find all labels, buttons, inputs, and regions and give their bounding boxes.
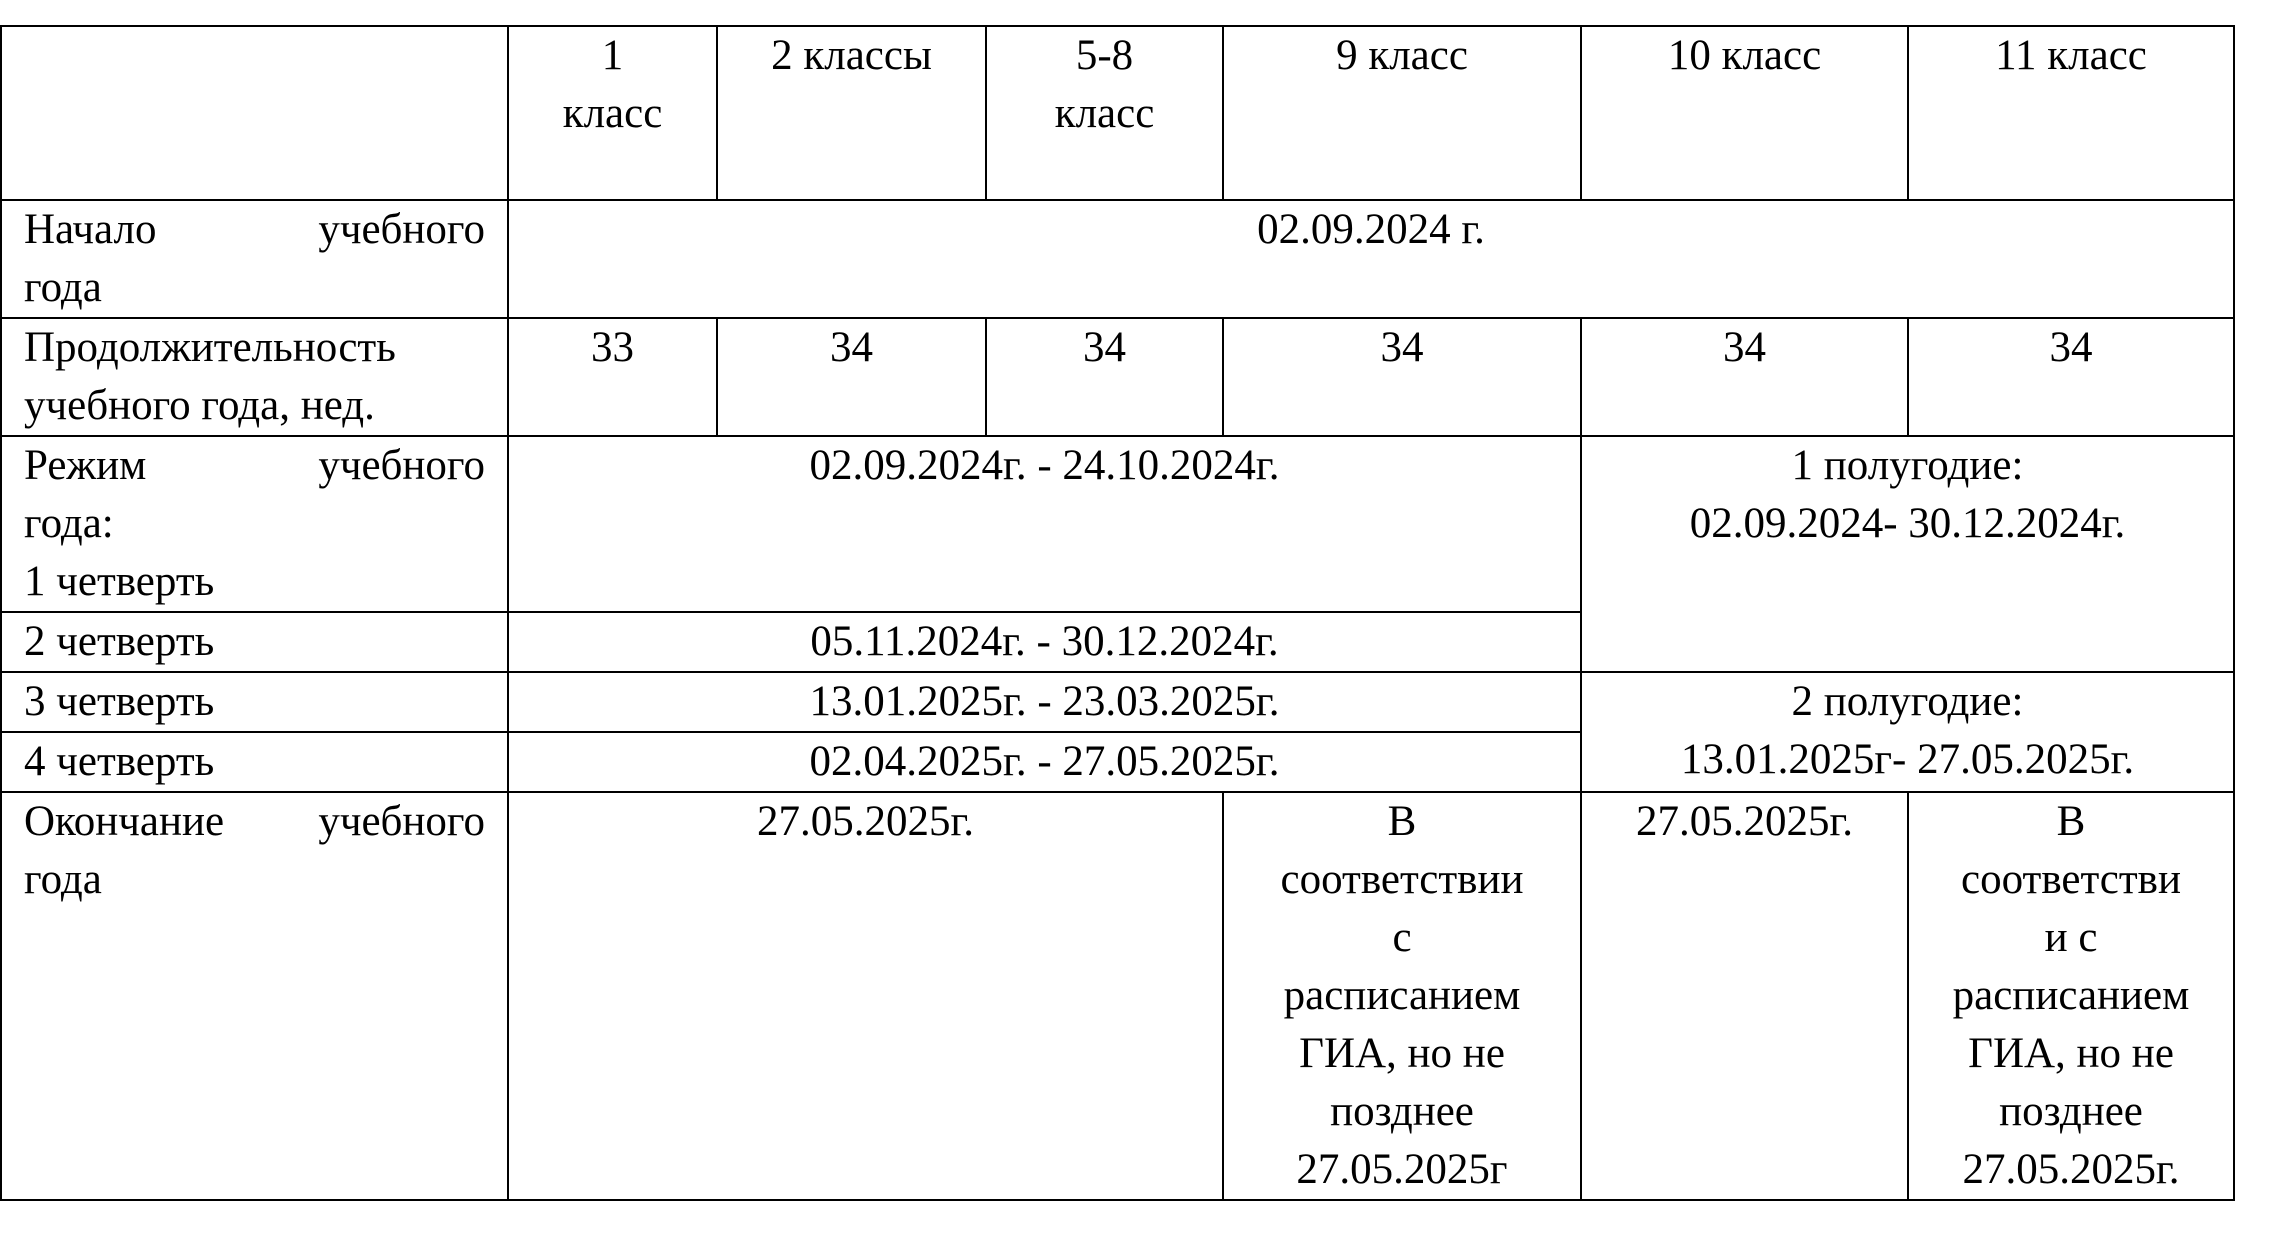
academic-calendar-table <box>0 25 2235 1201</box>
quarter-3-label: 3 четверть <box>1 672 508 732</box>
half-2-value: 2 полугодие: 13.01.2025г- 27.05.2025г. <box>1581 672 2234 792</box>
header-empty-cell <box>1 26 508 200</box>
end-value-grade-11: В соответстви и с расписанием ГИА, но не позднее 27.05.2025г. <box>1908 792 2234 1200</box>
header-grade-2: 2 классы <box>717 26 986 200</box>
duration-grade-1: 33 <box>508 318 717 436</box>
header-grade-10: 10 класс <box>1581 26 1908 200</box>
duration-grade-5-8: 34 <box>986 318 1223 436</box>
duration-grade-10: 34 <box>1581 318 1908 436</box>
end-value-grade-9: В соответствии с расписанием ГИА, но не позднее 27.05.2025г <box>1223 792 1581 1200</box>
quarter-4-value: 02.04.2025г. - 27.05.2025г. <box>508 732 1581 792</box>
start-row <box>1 200 2234 318</box>
quarter-4-label: 4 четверть <box>1 732 508 792</box>
header-grade-1: 1 класс <box>508 26 717 200</box>
end-value-grade-10: 27.05.2025г. <box>1581 792 1908 1200</box>
end-value-grades-1-8: 27.05.2025г. <box>508 792 1223 1200</box>
duration-row <box>1 318 2234 436</box>
quarter-3-row <box>1 672 2234 732</box>
end-row <box>1 792 2234 1200</box>
header-grade-11: 11 класс <box>1908 26 2234 200</box>
start-value: 02.09.2024 г. <box>508 200 2234 318</box>
quarter-1-label: Режим учебного года: 1 четверть <box>1 436 508 612</box>
half-1-value: 1 полугодие: 02.09.2024- 30.12.2024г. <box>1581 436 2234 672</box>
quarter-1-row <box>1 436 2234 612</box>
end-label: Окончание учебного года <box>1 792 508 1200</box>
header-grade-5-8: 5-8 класс <box>986 26 1223 200</box>
duration-label: Продолжительность учебного года, нед. <box>1 318 508 436</box>
header-row <box>1 26 2234 200</box>
duration-grade-9: 34 <box>1223 318 1581 436</box>
quarter-3-value: 13.01.2025г. - 23.03.2025г. <box>508 672 1581 732</box>
quarter-2-value: 05.11.2024г. - 30.12.2024г. <box>508 612 1581 672</box>
quarter-1-value: 02.09.2024г. - 24.10.2024г. <box>508 436 1581 612</box>
start-label: Начало учебного года <box>1 200 508 318</box>
duration-grade-2: 34 <box>717 318 986 436</box>
header-grade-9: 9 класс <box>1223 26 1581 200</box>
quarter-2-label: 2 четверть <box>1 612 508 672</box>
duration-grade-11: 34 <box>1908 318 2234 436</box>
